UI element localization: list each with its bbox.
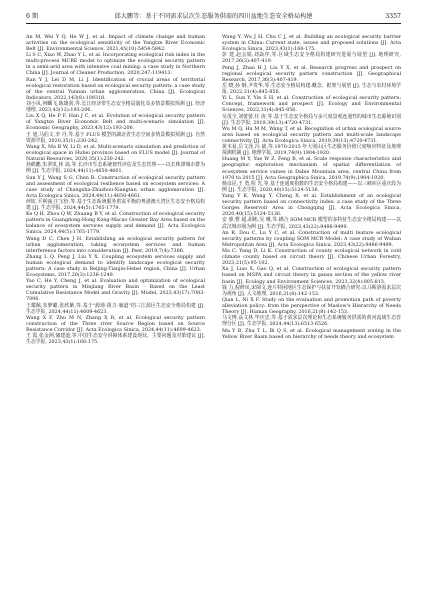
reference-entry: Wang X, Ma B W, Li D, et al. Multi-scenario simulation and prediction of ecological space in Hubei province based on FLUS model [J]. Journal of Natural Resources, 2020,35(1):230-242. bbox=[26, 143, 205, 163]
reference-entry: Liu X Q, He P F, Han J C, et al. Evolution of ecological security pattern of Yangtze River Economic Belt and multi-scenario simulation [J]. Economic Geography, 2023,43(12):193-206. bbox=[26, 113, 205, 132]
reference-entry: Qian L, Ni X F. Study on the evaluation and promotion path of poverty alleviation policy: from the perspective of Maslow's Hierarchy of Needs Theory [J]. Human Geography, 2016,21(8):142-153. bbox=[222, 297, 401, 316]
reference-entry: Peng J, Zhao H J, Liu Y X, et al. Research progress and prospect on regional ecological security pattern construction [J]. Geographical Research, 2017,36(3):407-419. bbox=[222, 64, 401, 83]
references-right-column bbox=[222, 34, 401, 340]
reference-entry: Yi L, Sun Y, Yin S H, et al. Construction of ecological security pattern: Concept, framework and prospect [J]. Ecology and Environmental Sciences, 2022,31(4):845-856. bbox=[222, 95, 401, 114]
reference-entry: 王 霞,张金洲,储建道,等.中国生态安全屏障体系建设现状、主要问题及对策建议 [J]. 生态学报, 2023,43(1):166-175. bbox=[26, 333, 205, 346]
reference-entry: 王 旭,马伯文,李 丹,等.基于 FLUS 模型的湖北省生态空间多情景模拟预测 [J]. 自然资源学报, 2020,35(1):230-242. bbox=[26, 131, 205, 144]
reference-entry: An R, Dou C, Lu Y C, et al. Construction of multi feature ecological security patterns by coupling SOM MCR Model: A case study of Wuhan Metropolitan Area [J]. Acta Ecologica Sinica, 2023,43(22):9486-9499. bbox=[222, 229, 401, 248]
reference-entry: Ma C, Yang D, Li K. Construction of county ecological network in cold climate county based on circuit theory [J]. Chinese Urban Forestry, 2023,21(5):95-102. bbox=[222, 248, 401, 267]
reference-entry: Ran Y J, Lei D M, Li J. Identification of crucial areas of territorial ecological restoration based on ecological security pattern: a case study of the central Yunnan urban agglomeration, China [J]. Ecological Indicators, 2022,143(8):109318. bbox=[26, 76, 205, 101]
reference-entry: 岳 晓,孙 炯,尹贵华,等.生态安全格局构建:概念、框架与展望 [J]. 生态与农村环境学报, 2022,31(4):845-856. bbox=[222, 82, 401, 95]
reference-entry: 王耀佩,朱梦璐,张欣紫,等.基于"源地-阻力-廊道"的三江源区生态安全格局构建 [J]. 生态学报, 2024,44(11):4609-4623. bbox=[26, 302, 205, 315]
reference-entry: 彭 建,赵会娟,刘焱序,等.区域生态安全格局构建研究进展与展望 [J]. 地理研究, 2017,36(3):407-419. bbox=[222, 52, 401, 65]
reference-entry: Sun Y J, Wang S G, Chen B. Construction of ecological security pattern and assessment of ecological resilience based on ecosystem services: A case study of Changsha-Zhuzhou-Xiangtan urban agglomeration [J]. Acta Ecologica Sinica, 2024,44(11):4650-4661. bbox=[26, 174, 205, 199]
reference-entry: Li S C, Xiao W, Zhao Y L, et al. Incorporating ecological risk index in the multi-process MCRE model to optimize the ecological security pattern in a semi-arid area with intensive coal mining: a case study in Northern China [J]. Journal of Cleaner Production, 2020,247:119413. bbox=[26, 52, 205, 77]
references-left-column bbox=[26, 34, 205, 346]
reference-entry: 黄木易,岳文泽,冯 斌,等.1970-2015 年大别山区生态服务价值尺度响应特征及地理探测机制 [J]. 地理学报, 2019,74(9):1904-1920. bbox=[222, 144, 401, 157]
reference-entry: Wang X F, Zhu M N, Zhang X R, et al. Ecological security pattern construction of the Three river Source Region based on Source Resistance Corridor [J]. Acta Ecologica Sinica, 2024,44(11):4609-4623. bbox=[26, 314, 205, 334]
reference-entry: 孙鹤鹏,朱翠岚,林 嵩,等.长沙市生态系统韧性评估及生态管理——以长株潭城市群为例 [J]. 生态学报, 2024,44(11):4650-4661. bbox=[26, 162, 205, 175]
reference-entry: 刘小凤,何麟飞,陈雄剑,等.长江经济带生态安全格局演化及多情景模拟预测 [J]. 经济地理, 2023,43(12):193-206. bbox=[26, 101, 205, 114]
reference-entry: Zhang L Q, Peng J, Liu Y X. Coupling ecosystem services supply and human ecological demand to identify landscape ecological security pattern: A case study in Beijing-Tianjin-Hebei region, China [J]. Urban Ecosystems, 2017,20(3):1236-1249. bbox=[26, 253, 205, 279]
page-number: 3357 bbox=[385, 13, 401, 20]
reference-entry: Yao C, He Y, Cheng J, et al. Evaluation and optimization of ecological security pattern in Minjiang River Basin - Based on the Least Cumulative Resistance Model and Gravity [J]. Model, 2023,43(17):7083-7096. bbox=[26, 278, 205, 303]
reference-entry: Wang D C, Chen J H. Establishing an ecological security pattern for urban agglomeration, taking ecosystem services and human interference factors into consideration [J]. Peer, 2019,7(4):7306. bbox=[26, 235, 205, 254]
reference-entry: 安 睿,曹 超,胡彬,吴 琳,等.耦合 SOM-MCR 模型的多特征生态安全格局构建——以武汉城市圈为例 [J]. 生态学报, 2023,43(22):9486-9499. bbox=[222, 217, 401, 230]
reference-entry: Huang M Y, Yue W Z, Feng B, et al. Scale response characteristics and geographic exploration mechanism of spatial differentiation of ecosystem service values in Dabie Mountain area, central China from 1970 to 2015 [J]. Acta Geographica Sinica, 2019,74(9):1904-1920. bbox=[222, 156, 401, 181]
reference-entry: 马文博,鬲文林,毕庆忠,等.基于需求层次理论和生态系统服务供需的黄河流域生态管理分区 [J]. 生态学报, 2024,44(13):6513-6526. bbox=[222, 315, 401, 328]
reference-entry: Xu J, Liao X, Gao Q, et al. Construction of ecological security pattern based on MSPA and circuit theory in gansu section of the yellow river basin [J]. Ecology and Environment Sciences, 2023,32(4):805-813. bbox=[222, 266, 401, 285]
reference-entry: Ke Q H, Zhou Q W, Zhuang B Y, et al. Construction of ecological security pattern in Guangdong-Hong Kong-Macao Greater Bay Area based on the balance of ecosystem services supply and demand [J]. Acta Ecologica Sinica, 2024,44(5):1765-1779. bbox=[26, 211, 205, 236]
reference-entry: 杨彦昆,王 勇,程 先,等.基于连通度指数的生态安全格局构建——以三峡库区重庆段为例 [J]. 生态学报, 2020,40(15):5124-5136. bbox=[222, 180, 401, 193]
reference-entry: 吴茂全,刘蕾蕾,任 涛,等.基于生态安全格局与多尺度景观连通性的城市生态源地识别 [J]. 生态学报, 2019,39(13):4720-4731. bbox=[222, 113, 401, 126]
reference-entry: 何钦,平利丽,庄宝怡,等.基于生态系统服务供需平衡的粤港澳大湾区生态安全格局构建 [J]. 生态学报, 2024,44(5):1765-1779. bbox=[26, 198, 205, 211]
running-header bbox=[26, 13, 401, 24]
reference-entry: 钱 力,倪修凤,宋阔文.连片特困地区生态保护与扶贫开发耦合研究:以马斯洛需求层次为视角 [J]. 人文地理, 2016,21(8):142-153. bbox=[222, 284, 401, 297]
reference-entry: An M, Wei Y Q, He W J, et al. Impact of climate change and human activities on the ecological sensitivity of the Yangtze River Economic Belt [J]. Environmental Science, 2021,45(10):5454-5842. bbox=[26, 34, 205, 53]
running-title: 邱大鹏等：基于不同需求层次生态服务供需的四川盆地生态安全格局构建 bbox=[114, 13, 313, 20]
reference-entry: Wang Y, Wu J H, Chu C J, et al. Building an ecological security barrier system in China: Current state, issues and proposed solutions [J]. Acta Ecologica Sinica, 2023,43(1):166-175. bbox=[222, 34, 401, 53]
issue-number: 6 期 bbox=[26, 13, 39, 20]
reference-entry: Yang Y K, Wang Y, Cheng X, et al. Establishment of an ecological security pattern based on connectivity index: a case study of the Three Gorges Reservoir Area in Chongqing [J]. Acta Ecologica Sinica, 2020,40(15):5124-5136. bbox=[222, 193, 401, 218]
reference-entry: Wu M Q, Hu M M, Wang T, et al. Recognition of urban ecological source area based on ecological security pattern and multi-scale landscape connectivity [J]. Acta Ecologica Sinica, 2019,39(13):4720-4731. bbox=[222, 125, 401, 144]
reference-entry: Ma Y B, Zhu T L, Bi Q S, et al. Ecological management zoning in the Yellow River Basin based on hierarchy of needs theory and ecosystem bbox=[222, 327, 401, 340]
